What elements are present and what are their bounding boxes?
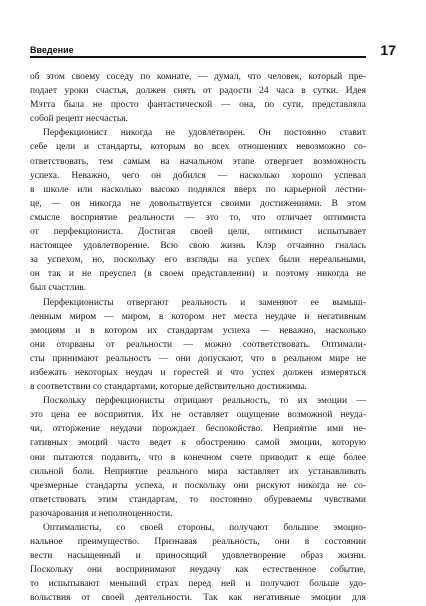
text-line: Перфекционисты отвергают реальность и заменяют ее вымыш- <box>43 297 366 308</box>
text-line: от перфекциониста. Достигая своей цели, оптимист испытывает <box>30 227 366 238</box>
text-line: чрезмерные стандарты успеха, и поскольку они рискуют никогда не со- <box>30 480 366 491</box>
text-line: це, — он никогда не довольствуется своими достижениями. В этом <box>30 198 366 209</box>
text-line: ответствовать этим стандартам, то постоянно обуреваемы чувствами <box>30 494 366 505</box>
text-line: вести насыщенный и приносящий удовлетворение образ жизни. <box>30 551 366 562</box>
text-line: себе цели и стандарты, которым во всех отношениях невозможно со- <box>30 142 366 153</box>
text-line: разочарования и неполноценности. <box>30 508 173 519</box>
text-line: в школе или насколько высоко поднялся вверх по карьерной лестни- <box>30 184 366 195</box>
text-line: Перфекционист никогда не удовлетворен. Он постоянно ставит <box>43 128 366 139</box>
header-rule <box>30 56 366 58</box>
text-line: Оптималисты, со своей стороны, получают большое эмоцио- <box>43 523 366 533</box>
paragraph <box>30 394 366 521</box>
text-line: подает уроки счастья, должен сиять от радости 24 часа в сутки. Идея <box>30 86 366 97</box>
text-line: смысле восприятие реальности — это то, что отличает оптимиста <box>30 212 366 223</box>
text-line: чи, отторжение неудачи порождает беспокойство. Неприятие ими не- <box>30 424 366 435</box>
text-line: ленным миром — миром, в котором нет места неудаче и негативным <box>30 311 366 322</box>
page-number: 17 <box>380 42 396 58</box>
running-header <box>30 42 396 62</box>
text-line: вольствия от своей деятельности. Так как негативные эмоции для <box>30 593 366 604</box>
section-title: Введение <box>30 45 74 55</box>
text-line: ответствовать, тем самым на начальном этапе отвергает возможность <box>30 156 366 167</box>
text-line: Мэтта была не просто фантастической — она, по сути, представляла <box>30 100 366 111</box>
paragraph <box>30 521 366 606</box>
text-line: они оторваны от реальности — можно соответствовать. Оптимали- <box>30 339 366 350</box>
text-line: успеха. Неважно, чего он добился — насколько хорошо успевал <box>30 170 366 181</box>
paragraph <box>30 126 366 295</box>
text-line: они пытаются подавить, что в конечном счете приводит к еще более <box>30 452 366 463</box>
text-line: сильной боли. Неприятие реального мира заставляет их устанавливать <box>30 466 366 477</box>
text-line: в соответствии со стандартами, которые действительно достижимы. <box>30 382 307 393</box>
body-text <box>30 70 366 606</box>
text-line: избежать некоторых неудач и горестей и что успех должен измеряться <box>30 367 366 378</box>
text-line: об этом своему соседу по комнате, — думал, что человек, который пре- <box>30 72 366 82</box>
text-line: гативных эмоций часто ведет к обострению самой эмоции, которую <box>30 438 366 449</box>
text-line: Поскольку перфекционисты отрицают реальность, то их эмоции — <box>43 396 366 407</box>
text-line: собой рецепт несчастья. <box>30 114 128 125</box>
text-line: эмоциям и в котором их стандартам успеха — неважно, насколько <box>30 325 366 336</box>
text-line: нальное преимущество. Признавая реальность, они в состоянии <box>30 537 366 548</box>
text-line: за успехом, но, поскольку его взгляды на успех были нереальными, <box>30 255 366 266</box>
text-line: Поскольку они воспринимают неудачу как естественное событие, <box>30 565 366 576</box>
text-line: сты принимают реальность — они допускают, что в реальном мире не <box>30 353 366 364</box>
text-line: то испытывают меньший страх перед ней и получают больше удо- <box>30 579 366 590</box>
paragraph <box>30 296 366 395</box>
text-line: настоящее удовлетворение. Всю свою жизнь Клэр отчаянно гналась <box>30 241 366 252</box>
text-line: это цена ее восприятия. Их не оставляет ощущение возможной неуда- <box>30 410 366 421</box>
paragraph <box>30 70 366 126</box>
text-line: он так и не преуспел (в своем представлении) и поэтому никогда не <box>30 269 366 280</box>
text-line: был счастлив. <box>30 283 87 294</box>
